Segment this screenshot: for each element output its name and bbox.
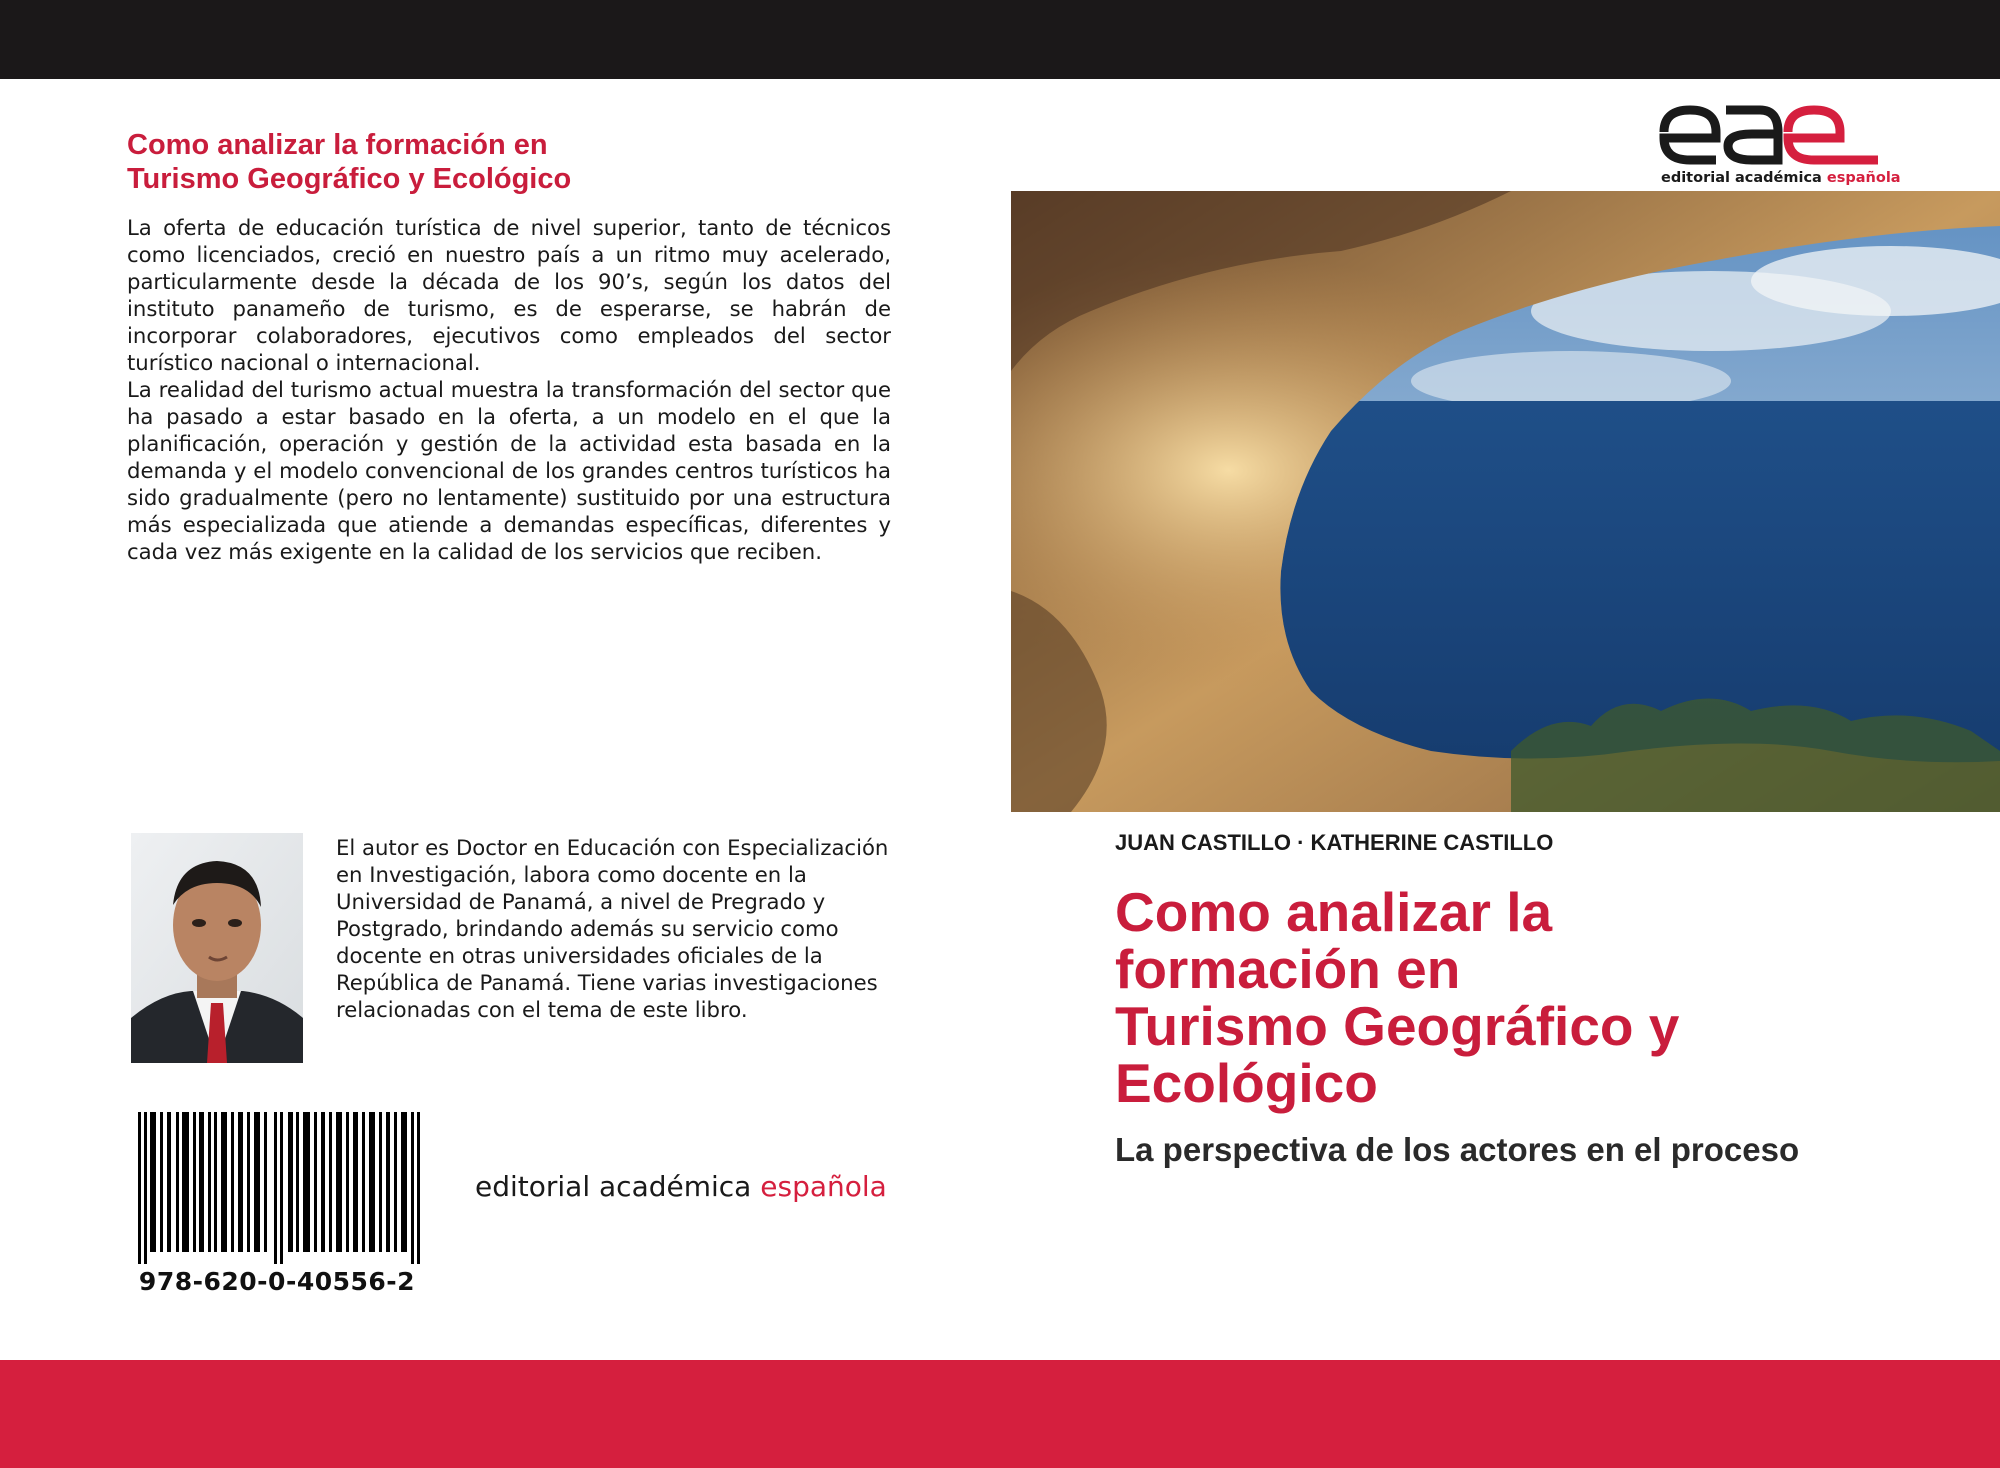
front-subtitle: La perspectiva de los actores en el proceso bbox=[1115, 1131, 1800, 1168]
front-title-line-4: Ecológico bbox=[1115, 1052, 1378, 1114]
barcode bbox=[138, 1112, 420, 1264]
blurb-paragraph-2: La realidad del turismo actual muestra la transformación del sector que ha pasado a estar basado en la oferta, a un modelo en el que la planificación, operación y gestión de la actividad esta basada en la demanda y el modelo convencional de los grandes centros turísticos ha sido gradualmente (pero no lentamente) sustituido por una estructura más especializada que atiende a demandas específicas, diferentes y cada vez más exigente en la calidad de los servicios que reciben. bbox=[127, 377, 891, 564]
front-title-line-2: formación en bbox=[1115, 938, 1461, 1000]
logo-caption bbox=[1661, 170, 1901, 186]
front-title-line-3: Turismo Geográfico y bbox=[1115, 995, 1680, 1057]
top-dark-band bbox=[0, 0, 2000, 79]
back-title-line-1: Como analizar la formación en bbox=[127, 129, 548, 161]
publisher-name-part2: española bbox=[760, 1170, 887, 1203]
front-title-line-1: Como analizar la bbox=[1115, 881, 1553, 943]
cover-photo-cave-seascape bbox=[1011, 191, 2000, 812]
isbn-number: 978-620-0-40556-2 bbox=[138, 1267, 416, 1296]
publisher-wordmark bbox=[475, 1170, 887, 1203]
blurb-paragraph-1: La oferta de educación turística de nivel superior, tanto de técnicos como licenciados, creció en nuestro país a un ritmo muy acelerado, particularmente desde la década de los 90’s, según los datos del instituto panameño de turismo, es de esperarse, se habrán de incorporar colaboradores, ejecutivos como empleados del sector turístico nacional o internacional. bbox=[127, 215, 891, 375]
front-authors: JUAN CASTILLO · KATHERINE CASTILLO bbox=[1115, 830, 1554, 855]
author-bio: El autor es Doctor en Educación con Especialización en Investigación, labora como docente en la Universidad de Panamá, a nivel de Pregrado y Postgrado, brindando además su servicio como docente en otras universidades oficiales de la República de Panamá. Tiene varias investigaciones relacionadas con el tema de este libro. bbox=[336, 835, 889, 1022]
front-cover-title bbox=[1115, 881, 1985, 1114]
back-cover-title bbox=[127, 128, 887, 196]
publisher-name-part1: editorial académica bbox=[475, 1170, 752, 1203]
back-cover-blurb bbox=[127, 214, 891, 565]
bottom-red-band bbox=[0, 1360, 2000, 1468]
back-title-line-2: Turismo Geográfico y Ecológico bbox=[127, 163, 572, 195]
author-photo bbox=[131, 833, 303, 1063]
logo-caption-part1: editorial académica bbox=[1661, 170, 1822, 186]
logo-caption-part2: española bbox=[1826, 170, 1901, 186]
